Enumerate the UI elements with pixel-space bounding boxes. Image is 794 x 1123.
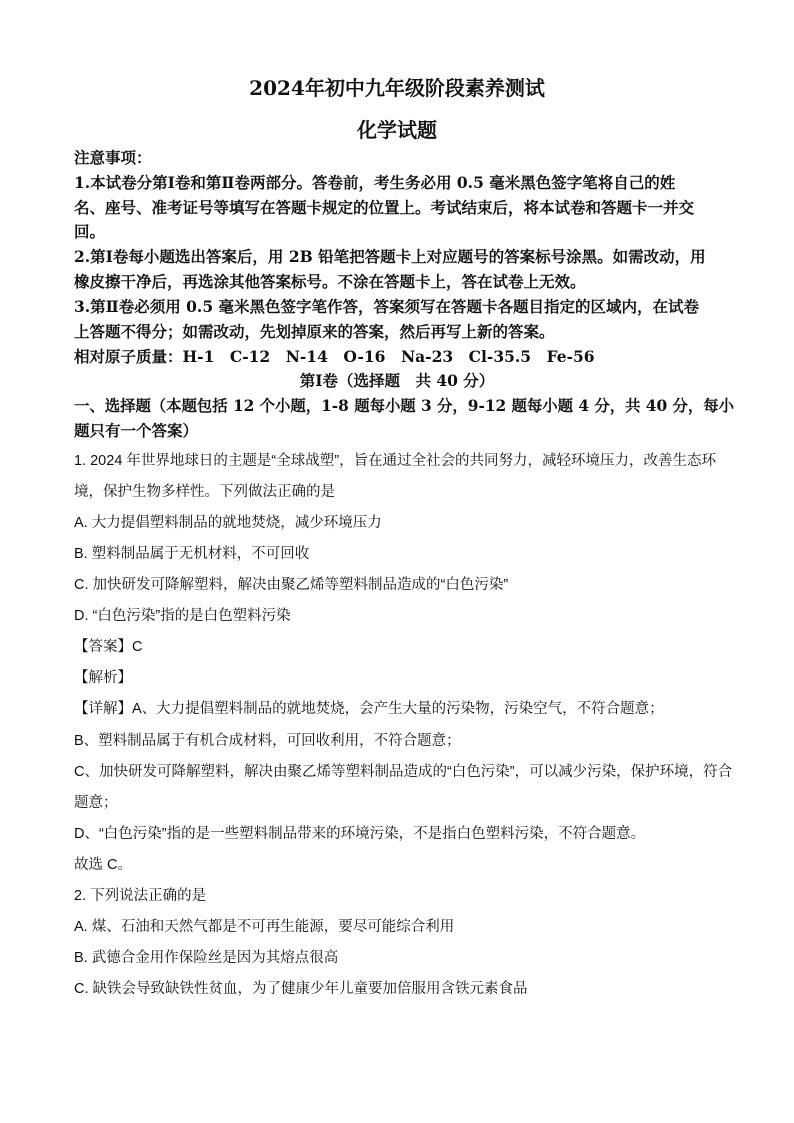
part-heading: 一、选择题（本题包括 12 个小题，1-8 题每小题 3 分，9-12 题每小题 4 分，共 40 分，每小 — [74, 396, 734, 415]
question-1-option-b: B. 塑料制品属于无机材料，不可回收 — [74, 546, 310, 562]
question-2-option-b: B. 武德合金用作保险丝是因为其熔点很高 — [74, 950, 339, 966]
part-heading: 题只有一个答案） — [74, 421, 199, 440]
notice-line: 名、座号、准考证号等填写在答题卡规定的位置上。考试结束后，将本试卷和答题卡一并交 — [74, 198, 695, 217]
question-1-detail: 题意； — [74, 795, 118, 811]
exam-title: 2024年初中九年级阶段素养测试 — [249, 76, 545, 100]
notice-line: 上答题不得分；如需改动，先划掉原来的答案，然后再写上新的答案。 — [74, 322, 555, 341]
notice-line: 回。 — [74, 222, 106, 241]
section-heading: 第Ⅰ卷（选择题 共 40 分） — [299, 371, 495, 390]
question-1-option-c: C. 加快研发可降解塑料，解决由聚乙烯等塑料制品造成的“白色污染” — [74, 577, 509, 593]
notice-line: 3.第Ⅱ卷必须用 0.5 毫米黑色签字笔作答，答案须写在答题卡各题目指定的区域内，在试卷 — [74, 297, 700, 316]
question-2-option-c: C. 缺铁会导致缺铁性贫血，为了健康少年儿童要加倍服用含铁元素食品 — [74, 981, 528, 997]
notice-line: 2.第Ⅰ卷每小题选出答案后，用 2B 铅笔把答题卡上对应题号的答案标号涂黑。如需改动，用 — [74, 247, 706, 266]
question-2-option-a: A. 煤、石油和天然气都是不可再生能源，要尽可能综合利用 — [74, 919, 455, 935]
question-1-option-a: A. 大力提倡塑料制品的就地焚烧，减少环境压力 — [74, 515, 382, 531]
question-1-stem: 境，保护生物多样性。下列做法正确的是 — [74, 484, 335, 500]
question-1-detail: 故选 C。 — [74, 857, 132, 873]
notice-heading: 注意事项： — [74, 148, 152, 167]
question-1-stem: 1. 2024 年世界地球日的主题是“全球战塑”，旨在通过全社会的共同努力，减轻环境压力，改善生态环 — [74, 453, 717, 469]
question-1-detail: 【详解】A、大力提倡塑料制品的就地焚烧，会产生大量的污染物，污染空气，不符合题意； — [74, 701, 664, 717]
notice-line: 1.本试卷分第Ⅰ卷和第Ⅱ卷两部分。答卷前，考生务必用 0.5 毫米黑色签字笔将自己的姓 — [74, 173, 676, 192]
question-1-analysis-label: 【解析】 — [74, 670, 132, 686]
question-1-detail: D、“白色污染”指的是一些塑料制品带来的环境污染，不是指白色塑料污染，不符合题意。 — [74, 826, 646, 842]
question-1-option-d: D. “白色污染”指的是白色塑料污染 — [74, 608, 291, 624]
question-2-stem: 2. 下列说法正确的是 — [74, 888, 207, 904]
atomic-mass-line: 相对原子质量：H-1 C-12 N-14 O-16 Na-23 Cl-35.5 Fe-56 — [74, 347, 595, 366]
question-1-answer: 【答案】C — [74, 639, 143, 655]
notice-line: 橡皮擦干净后，再选涂其他答案标号。不涂在答题卡上，答在试卷上无效。 — [74, 272, 586, 291]
question-1-detail: C、加快研发可降解塑料，解决由聚乙烯等塑料制品造成的“白色污染”，可以减少污染，保护环境，符合 — [74, 764, 733, 780]
exam-subtitle: 化学试题 — [357, 118, 437, 142]
question-1-detail: B、塑料制品属于有机合成材料，可回收利用，不符合题意； — [74, 733, 461, 749]
